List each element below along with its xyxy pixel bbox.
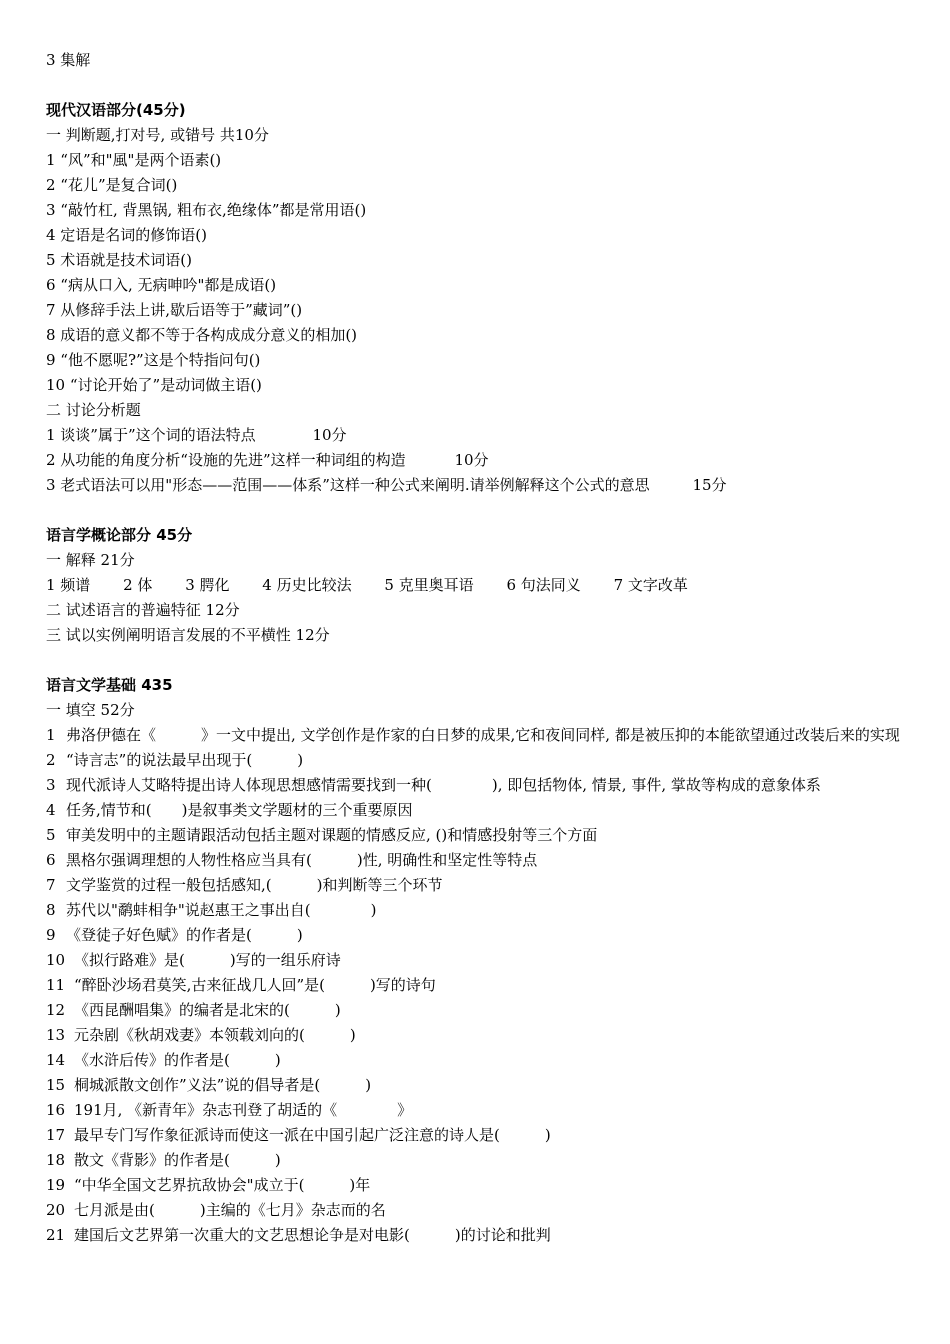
- item-number: 13: [46, 1026, 66, 1044]
- item-text: 1 谈谈”属于”这个词的语法特点: [46, 426, 256, 444]
- list-item: [46, 948, 906, 973]
- list-item: [46, 873, 906, 898]
- item-text: 任务,情节和( )是叙事类文学题材的三个重要原因: [66, 801, 413, 819]
- part-heading: 一 填空 52分: [46, 701, 135, 719]
- item-number: 5: [46, 826, 56, 844]
- term-item: 3 腭化: [185, 576, 230, 594]
- term-item: 1 频谱: [46, 576, 91, 594]
- list-item: [46, 1198, 906, 1223]
- spacer: [46, 648, 906, 673]
- list-item: 1 “风”和"風"是两个语素(): [46, 151, 222, 169]
- item-text: 散文《背影》的作者是( ): [74, 1151, 281, 1169]
- list-item: [46, 448, 906, 473]
- item-text: 文学鉴赏的过程一般包括感知,( )和判断等三个环节: [66, 876, 443, 894]
- item-text: 七月派是由( )主编的《七月》杂志而的名: [74, 1201, 386, 1219]
- list-item: [46, 1048, 906, 1073]
- item-text: 《登徒子好色赋》的作者是( ): [66, 926, 303, 944]
- item-text: 3 老式语法可以用"形态——范围——体系”这样一种公式来阐明.请举例解释这个公式的意思: [46, 476, 650, 494]
- list-item: [46, 1073, 906, 1098]
- part-heading: 一 解释 21分: [46, 551, 135, 569]
- part-heading: 二 试述语言的普遍特征 12分: [46, 601, 240, 619]
- list-item: 2 “花儿”是复合词(): [46, 176, 178, 194]
- list-item: [46, 1173, 906, 1198]
- list-item: [46, 1123, 906, 1148]
- item-points: 10分: [312, 426, 347, 444]
- item-number: 21: [46, 1226, 66, 1244]
- list-item: [46, 973, 906, 998]
- part-heading: 二 讨论分析题: [46, 401, 141, 419]
- item-number: 1: [46, 726, 56, 744]
- item-number: 8: [46, 901, 56, 919]
- item-number: 16: [46, 1101, 66, 1119]
- list-item: [46, 748, 906, 773]
- term-item: 6 句法同义: [506, 576, 581, 594]
- item-points: 10分: [454, 451, 489, 469]
- item-text: 最早专门写作象征派诗而使这一派在中国引起广泛注意的诗人是( ): [74, 1126, 551, 1144]
- item-number: 15: [46, 1076, 66, 1094]
- list-item: 10 “讨论开始了”是动词做主语(): [46, 376, 262, 394]
- list-item: [46, 898, 906, 923]
- list-item: 9 “他不愿呢?”这是个特指问句(): [46, 351, 261, 369]
- term-item: 2 体: [123, 576, 153, 594]
- item-text: 苏代以"鹬蚌相争"说赵惠王之事出自( ): [66, 901, 377, 919]
- part-heading: 一 判断题,打对号, 或错号 共10分: [46, 126, 269, 144]
- list-item: [46, 473, 906, 498]
- item-number: 14: [46, 1051, 66, 1069]
- list-item: [46, 1098, 906, 1123]
- list-item: 5 术语就是技术词语(): [46, 251, 193, 269]
- item-number: 19: [46, 1176, 66, 1194]
- item-text: 《拟行路难》是( )写的一组乐府诗: [74, 951, 341, 969]
- list-item: [46, 848, 906, 873]
- list-item: [46, 1148, 906, 1173]
- item-number: 7: [46, 876, 56, 894]
- item-text: 2 从功能的角度分析“设施的先进”这样一种词组的构造: [46, 451, 406, 469]
- list-item: [46, 1023, 906, 1048]
- section-title: 语言文学基础 435: [46, 676, 173, 694]
- item-text: 191月, 《新青年》杂志刊登了胡适的《 》: [74, 1101, 413, 1119]
- item-number: 10: [46, 951, 66, 969]
- list-item: [46, 798, 906, 823]
- section-linguistics: [46, 523, 906, 648]
- item-text: 《水浒后传》的作者是( ): [74, 1051, 281, 1069]
- item-points: 15分: [692, 476, 727, 494]
- item-text: 桐城派散文创作”义法”说的倡导者是( ): [74, 1076, 372, 1094]
- term-item: 7 文字改革: [613, 576, 688, 594]
- list-item: [46, 423, 906, 448]
- spacer: [46, 498, 906, 523]
- section-title: 现代汉语部分(45分): [46, 101, 186, 119]
- item-text: 现代派诗人艾略特提出诗人体现思想感情需要找到一种( ), 即包括物体, 情景, 事件, 掌故等构成的意象体系: [66, 776, 821, 794]
- item-number: 9: [46, 926, 56, 944]
- item-number: 2: [46, 751, 56, 769]
- terms-row: [46, 573, 906, 598]
- list-item: [46, 823, 906, 848]
- document-header: 3 集解: [46, 51, 91, 69]
- item-number: 4: [46, 801, 56, 819]
- item-number: 6: [46, 851, 56, 869]
- item-text: 黑格尔强调理想的人物性格应当具有( )性, 明确性和坚定性等特点: [66, 851, 538, 869]
- list-item: [46, 773, 906, 798]
- section-literature: [46, 673, 906, 1248]
- item-number: 20: [46, 1201, 66, 1219]
- list-item: [46, 723, 906, 748]
- item-text: “诗言志”的说法最早出现于( ): [66, 751, 304, 769]
- section-modern-chinese: [46, 98, 906, 498]
- item-number: 11: [46, 976, 66, 994]
- item-text: 弗洛伊德在《 》一文中提出, 文学创作是作家的白日梦的成果,它和夜间同样, 都是被压抑的本能欲望通过改装后来的实现: [66, 726, 900, 744]
- item-number: 17: [46, 1126, 66, 1144]
- item-text: “醉卧沙场君莫笑,古来征战几人回”是( )写的诗句: [74, 976, 436, 994]
- item-text: 元杂剧《秋胡戏妻》本领载刘向的( ): [74, 1026, 356, 1044]
- item-number: 3: [46, 776, 56, 794]
- fill-in-list: [46, 723, 906, 1248]
- list-item: 6 “病从口入, 无病呻吟"都是成语(): [46, 276, 277, 294]
- term-item: 4 历史比较法: [262, 576, 352, 594]
- item-number: 18: [46, 1151, 66, 1169]
- section-title: 语言学概论部分 45分: [46, 526, 193, 544]
- list-item: 4 定语是名词的修饰语(): [46, 226, 208, 244]
- term-item: 5 克里奥耳语: [384, 576, 474, 594]
- list-item: 3 “敲竹杠, 背黑锅, 粗布衣,绝缘体”都是常用语(): [46, 201, 367, 219]
- list-item: [46, 1223, 906, 1248]
- item-number: 12: [46, 1001, 66, 1019]
- item-text: 审美发明中的主题请跟活动包括主题对课题的情感反应, ()和情感投射等三个方面: [66, 826, 598, 844]
- item-text: 建国后文艺界第一次重大的文艺思想论争是对电影( )的讨论和批判: [74, 1226, 551, 1244]
- item-text: 《西昆酬唱集》的编者是北宋的( ): [74, 1001, 341, 1019]
- document-page: [46, 48, 906, 1248]
- list-item: 7 从修辞手法上讲,歇后语等于”藏词”(): [46, 301, 303, 319]
- spacer: [46, 73, 906, 98]
- list-item: [46, 923, 906, 948]
- part-heading: 三 试以实例阐明语言发展的不平横性 12分: [46, 626, 330, 644]
- list-item: 8 成语的意义都不等于各构成成分意义的相加(): [46, 326, 358, 344]
- list-item: [46, 998, 906, 1023]
- item-text: “中华全国文艺界抗敌协会"成立于( )年: [74, 1176, 371, 1194]
